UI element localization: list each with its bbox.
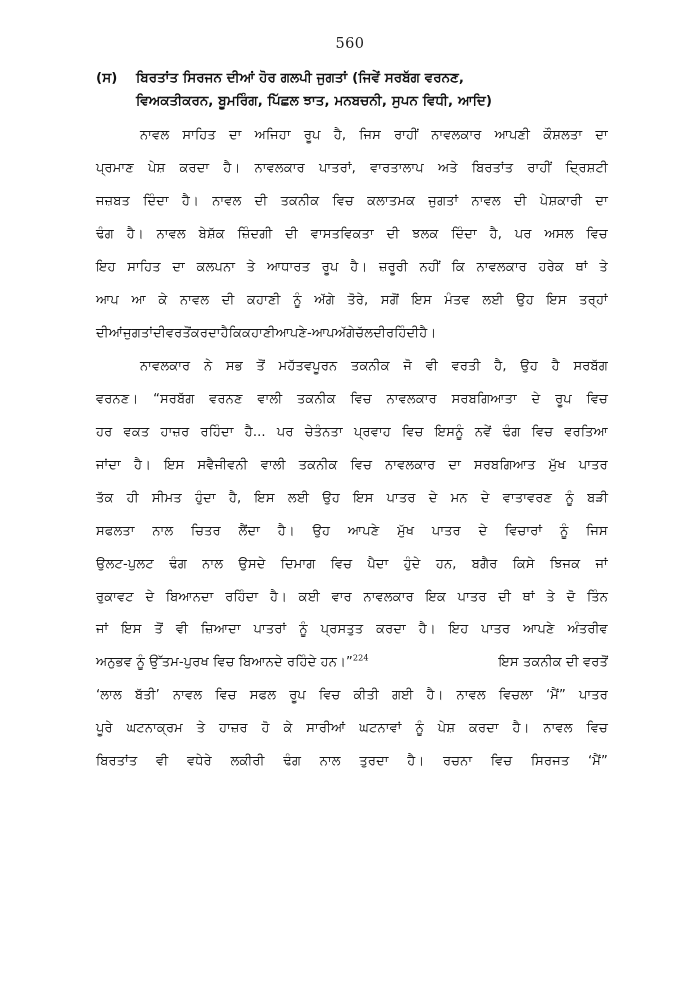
word: ਵਰਨਣ <box>209 391 243 407</box>
word: ਹੈ, <box>494 358 507 374</box>
text-line <box>96 186 608 219</box>
word: ਇਸਨੂੰ <box>434 424 464 440</box>
word: ਉਹ <box>312 523 331 539</box>
word: ਹੈ <box>551 358 560 374</box>
word: ਕਰਦਾ <box>468 721 499 737</box>
word: ਨਾਵਲਕਾਰ <box>385 457 436 473</box>
word: ‘ਲਾਲ <box>96 688 122 704</box>
word: ਤੇ <box>546 589 555 605</box>
word: ਵਿਚ <box>332 193 354 209</box>
text-line <box>96 680 608 713</box>
word: ਜਾਂ <box>96 622 109 638</box>
word: ਪਾਤਰ <box>578 688 608 704</box>
word: ਵਿਚ <box>330 556 353 572</box>
word: ਤਿੰਨ <box>587 589 608 605</box>
word: ਇਸ <box>411 292 432 308</box>
word: ਲਈ <box>287 490 310 506</box>
word: ਨਾਵਲ <box>212 193 242 209</box>
word: ਰਾਹੀਂ <box>527 160 552 176</box>
word: ਝਲਕ <box>412 226 439 242</box>
word: ਵਾਰਤਾਲਾਪ <box>370 160 424 176</box>
word: ਦਿੰਦਾ <box>451 226 477 242</box>
word: ਜਾਂਦਾ <box>96 457 121 473</box>
word: ਹੈ, <box>333 127 347 143</box>
word: ਦਾ <box>172 259 185 275</box>
word: ਚਿਤਰ <box>191 523 221 539</box>
word: ਪਾਤਰਾਂ <box>253 622 287 638</box>
text-line <box>96 318 608 351</box>
word: ਰੂਪ <box>289 688 306 704</box>
word: ਸਗੋਂ <box>380 292 399 308</box>
word: ਦਾ <box>448 457 461 473</box>
word: ਰਚਨਾ <box>443 754 473 770</box>
body-paragraphs <box>96 120 608 780</box>
word: ਵੀ <box>425 358 438 374</box>
word: ਦੇ <box>145 589 155 605</box>
word: ਦੀ <box>153 325 166 341</box>
word: ਪੈਦਾ <box>367 556 389 572</box>
word: ਉਲਟ-ਪੁਲਟ <box>96 556 154 572</box>
word: ਹੈ। <box>181 193 199 209</box>
word: ਅੱਗੇ <box>314 292 335 308</box>
word: ਬਗੈਰ <box>471 556 498 572</box>
word: ਦਿੰਦਾ <box>143 193 169 209</box>
word: ਵਰਨਣ। <box>96 391 139 407</box>
word: ਝਿਜਕ <box>550 556 581 572</box>
word: ਨੂੰ <box>559 523 569 539</box>
word: ਨੇ <box>203 358 213 374</box>
word: ਲਈ <box>482 292 504 308</box>
word: ਜਿਸ <box>586 523 608 539</box>
word: ਇਸ <box>164 457 185 473</box>
word: ਜ਼ਿੰਦਗੀ <box>237 226 273 242</box>
word: ਨਾਵਲ <box>179 292 210 308</box>
word: ਦੇ <box>428 490 438 506</box>
word: ਨੂੰ <box>293 292 302 308</box>
word: ਇਕ <box>425 589 446 605</box>
word: ਥਾਂ <box>522 589 535 605</box>
word: ਰਹਿੰਦਾ <box>225 589 259 605</box>
word: ਇਸ <box>254 490 275 506</box>
word: ਬਿਰਤਾਂਤ <box>471 160 514 176</box>
word: ਲਕੀਰੀ <box>230 754 265 770</box>
word: ਕੇ <box>283 721 293 737</box>
word: ਤਕਨੀਕ <box>280 193 320 209</box>
word: ਕਹਾਣੀ <box>242 325 276 341</box>
word: ਹੈ। <box>512 721 530 737</box>
word: ਆਪਣੇ <box>523 622 555 638</box>
word: ਹਾਜ਼ਰ <box>218 721 248 737</box>
word: ਆਪਣੇ <box>347 523 380 539</box>
word: ਸਰਬੱਗ <box>573 358 608 374</box>
word: ਬੱਤੀ’ <box>134 688 160 704</box>
word: ਵਿਚ <box>531 424 554 440</box>
word: ਹੈ। <box>277 523 295 539</box>
text-line <box>96 219 608 252</box>
word: ਅੰਤਰੀਵ <box>567 622 608 638</box>
word: ਦੀ <box>386 226 400 242</box>
word: ‘ਮੈਂ” <box>587 754 608 770</box>
footnote-marker[interactable]: 224 <box>352 653 369 664</box>
word: ਹੈ। <box>418 622 436 638</box>
word: ਤੱਕ <box>96 490 114 506</box>
word: ਕਿ <box>228 325 243 341</box>
word: ਕਲਾਤਮਕ <box>367 193 416 209</box>
word: ਵੀ <box>156 754 169 770</box>
word: ਤੇ <box>599 259 608 275</box>
text-line <box>96 153 608 186</box>
text-line <box>96 549 608 582</box>
word: ਕੇ <box>158 292 168 308</box>
word: ਹੈ। <box>407 754 425 770</box>
word: ਕਰਦਾ <box>376 622 406 638</box>
text-line <box>96 746 608 779</box>
word: ਨਾਲ <box>152 523 174 539</box>
word: ਕਲਪਨਾ <box>196 259 236 275</box>
word: ਪੇਸ਼ <box>437 721 456 737</box>
section-heading-text <box>136 68 608 114</box>
word: ਵਧੇਰੇ <box>186 754 212 770</box>
word: ਦੇ <box>531 391 541 407</box>
word: ਕਈ <box>298 589 320 605</box>
word: ਹੈ, <box>489 226 503 242</box>
word: ਨੂੰ <box>565 490 574 506</box>
word: ਦੀ <box>514 193 527 209</box>
word: ਵਿਚ <box>586 391 608 407</box>
word: ਹੈ। <box>419 325 437 341</box>
word: ਰੁਕਾਵਟ <box>96 589 134 605</box>
word: ਜਾਂ <box>595 556 608 572</box>
word: ਪੂਰੇ <box>96 721 113 737</box>
word: ਪ੍ਰਵਾਹ <box>353 424 391 440</box>
word: ਤਰ੍ਹਾਂ <box>579 292 608 308</box>
word: ਸਭ <box>225 358 243 374</box>
word: ਅਜਿਹਾ <box>254 127 291 143</box>
word: ਢੰਗ <box>502 424 521 440</box>
word: ਉਹ <box>516 292 534 308</box>
text-line <box>96 483 608 516</box>
word: ਪਾਤਰ <box>481 622 511 638</box>
word: ਜ਼ਰੂਰੀ <box>378 259 408 275</box>
word: ਪਾਤਰ <box>386 490 416 506</box>
word: ਵਾਲੀ <box>257 391 283 407</box>
word: ਲੈਂਦਾ <box>238 523 261 539</box>
word: ਇਹ <box>96 259 116 275</box>
word: ਬੇਸ਼ੱਕ <box>198 226 225 242</box>
word: ਦਾ <box>595 127 608 143</box>
word: ਸਿਰਜਤ <box>530 754 570 770</box>
word: ਤੋਂ <box>256 358 265 374</box>
word: ਥਾਂ <box>575 259 588 275</box>
word: ਵਿਚ <box>490 754 513 770</box>
text-line <box>96 614 608 647</box>
word: ਵੀ <box>175 622 189 638</box>
word: ਕਰਦਾ <box>190 325 221 341</box>
page-number: 560 <box>335 36 365 52</box>
word: ਹੈ। <box>350 259 368 275</box>
word: ਦੀ <box>254 193 268 209</box>
word: ਹੈ। <box>126 226 144 242</box>
paragraph <box>96 120 608 351</box>
word: ਆਧਾਰਤ <box>266 259 311 275</box>
word: ਹੈ। <box>426 688 444 704</box>
word: ਵਕਤ <box>123 424 150 440</box>
word: ਹਾਜ਼ਰ <box>160 424 190 440</box>
word: ਨਾਵਲ <box>140 127 170 143</box>
word: ਹੁੰਦਾ <box>195 490 216 506</box>
word: ਦੇ <box>478 523 488 539</box>
word: ਵਿਚ <box>350 457 373 473</box>
word: ਤੋਂ <box>154 622 163 638</box>
word: ਪਰ <box>514 226 532 242</box>
word: ਦੀ <box>285 226 298 242</box>
word: ਹਰ <box>96 424 113 440</box>
text-line <box>96 647 608 680</box>
text-line <box>96 450 608 483</box>
word: ਚੇਤੰਨਤਾ <box>304 424 343 440</box>
word: ਵਰਤੀ <box>451 358 481 374</box>
word: ਪ੍ਰਮਾਣ <box>96 160 134 176</box>
word: ਅਸਲ <box>544 226 574 242</box>
section-heading-line: ਬਿਰਤਾਂਤ ਸਿਰਜਨ ਦੀਆਂ ਹੋਰ ਗਲਪੀ ਜੁਗਤਾਂ (ਜਿਵੇਂ ਸਰਬੱਗ ਵਰਨਣ, <box>136 71 465 86</box>
word: ਸੀਮਤ <box>151 490 182 506</box>
word: ਵਾਰ <box>331 589 352 605</box>
word: ਵਿਚ <box>586 226 608 242</box>
text-line <box>96 713 608 746</box>
word: ਨਾਵਲ <box>471 193 501 209</box>
section-heading-line: ਵਿਅਕਤੀਕਰਨ, ਬੂਮਰਿੰਗ, ਪਿੱਛਲ ਝਾਤ, ਮਨਬਚਨੀ, ਸੁਪਨ ਵਿਧੀ, ਆਦਿ) <box>136 93 493 109</box>
word: ਰੂਪ <box>303 127 321 143</box>
word: ਪਰ <box>276 424 294 440</box>
word: ਸਰਬਗਿਆਤਾ <box>451 391 517 407</box>
word: ਪਾਤਰ <box>457 589 487 605</box>
word: ਪੇਸ਼ਕਾਰੀ <box>539 193 583 209</box>
page-content <box>96 68 608 779</box>
word: ਕਿ <box>451 259 465 275</box>
word: ਨਵੇਂ <box>474 424 492 440</box>
word: ਬੜੀ <box>587 490 608 506</box>
word: ਦਿਮਾਗ <box>280 556 316 572</box>
word: ਨਾਵਲ <box>543 721 573 737</box>
word: ਤਕਨੀਕ <box>350 358 390 374</box>
word: ਇਸ <box>353 490 374 506</box>
word: ਨਾਵਲ <box>156 226 186 242</box>
word: ਚੱਲਦੀ <box>355 325 386 341</box>
word: ਜ਼ਿਆਦਾ <box>200 622 241 638</box>
word: ਬਿਰਤਾਂਤ <box>96 754 138 770</box>
word: ਮਨ <box>450 490 468 506</box>
word: ਵਾਲੀ <box>260 457 286 473</box>
word: ਕਹਾਣੀ <box>247 292 281 308</box>
word: ਵਰਤੋਂ <box>165 325 191 341</box>
word: ਮੁੱਖ <box>397 523 415 539</box>
word: ਤੁਰਦਾ <box>359 754 389 770</box>
word: ਆਪਣੇ-ਆਪ <box>275 325 335 341</box>
word: ਉਸਦੇ <box>238 556 266 572</box>
footnote-line-text-before: ਅਨੁਭਵ ਨੂੰ ਉੱਤਮ-ਪੁਰਖ ਵਿਚ ਬਿਆਨਦੇ ਰਹਿੰਦੇ ਹਨ।”$^{224}$ <box>96 653 369 671</box>
word: ਰੂਪ <box>555 391 572 407</box>
word: ਉਹ <box>322 490 340 506</box>
word: ਤਕਨੀਕ <box>296 391 336 407</box>
word: ਨਾਵਲਕਾਰ <box>431 127 482 143</box>
word: ਹੈ, <box>228 490 242 506</box>
word: ਢੰਗ <box>169 556 187 572</box>
word: ਹੁੰਦੇ <box>403 556 421 572</box>
word: ਜਜ਼ਬਤ <box>96 193 131 209</box>
word: ਨਾਲ <box>202 556 224 572</box>
word: ਪਾਤਰ <box>431 523 461 539</box>
word: ਘਟਨਾਕ੍ਰਮ <box>126 721 183 737</box>
word: ਤਕਨੀਕ <box>298 457 338 473</box>
word: ਸਫਲਤਾ <box>96 523 135 539</box>
word: ਜੁਗਤਾਂ <box>428 193 459 209</box>
word: ਸਾਹਿਤ <box>182 127 216 143</box>
word: ਨਾਵਲ <box>456 688 486 704</box>
word: ਪਾਤਰ <box>578 457 608 473</box>
word: “ਸਰਬੱਗ <box>153 391 195 407</box>
word: ਇਹ <box>448 622 469 638</box>
word: ਨਾਲ <box>319 754 341 770</box>
text-line <box>96 285 608 318</box>
paragraph-footnote-line <box>96 647 608 779</box>
word: ਦਾ <box>228 127 242 143</box>
word: ਰਾਹੀਂ <box>394 127 419 143</box>
word: ਵਾਤਾਵਰਣ <box>502 490 553 506</box>
text-line <box>96 384 608 417</box>
word: ਹੈ। <box>269 589 288 605</box>
word: ਰੂਪ <box>321 259 339 275</box>
footnote-line-text-after: ਇਸ ਤਕਨੀਕ ਦੀ ਵਰਤੋਂ <box>498 655 608 671</box>
word: ਨੂੰ <box>415 721 424 737</box>
word: ਹੋ <box>261 721 270 737</box>
word: ਨਾਵਲਕਾਰ <box>363 589 414 605</box>
word: ਹੈ <box>220 325 229 341</box>
word: ਦੇ <box>480 490 490 506</box>
word: ਅੱਗੇ <box>334 325 356 341</box>
word: ਵਿਚ <box>402 424 424 440</box>
word: ਨਾਵਲਕਾਰ <box>476 259 527 275</box>
word: ਦੀ <box>221 292 235 308</box>
word: ਮੁੱਖ <box>548 457 566 473</box>
word: ਹੀ <box>126 490 139 506</box>
section-heading-marker: (ਸ) <box>96 71 118 86</box>
word: ਵਰਤਿਆ <box>564 424 608 440</box>
word: ਦੀਆਂ <box>96 325 124 341</box>
word: ਸਾਹਿਤ <box>127 259 161 275</box>
word: ਕੌਸ਼ਲਤਾ <box>543 127 583 143</box>
word: ਵਿਚ <box>319 688 341 704</box>
text-line <box>96 582 608 615</box>
word: ਨਾਵਲਕਾਰ <box>140 358 191 374</box>
word: ਰਹਿੰਦੀ <box>385 325 420 341</box>
word: ਕਰਦਾ <box>179 160 210 176</box>
paragraph <box>96 351 608 648</box>
word: ਹਰੇਕ <box>538 259 564 275</box>
text-line <box>96 351 608 384</box>
word: ਜੁਗਤਾਂ <box>123 325 154 341</box>
word: ਵਿਚਲਾ <box>498 688 533 704</box>
text-line <box>96 417 608 450</box>
word: ਤੇ <box>196 721 206 737</box>
word: ਕੀਤੀ <box>353 688 379 704</box>
word: ਅਤੇ <box>437 160 458 176</box>
word: ਜਿਸ <box>359 127 381 143</box>
word: ਸਾਰੀਆਂ <box>306 721 346 737</box>
word: ਪ੍ਰਸਤੁਤ <box>320 622 364 638</box>
word: ਸਫਲ <box>249 688 277 704</box>
word: ਦੀ <box>498 589 512 605</box>
word: ਢੰਗ <box>96 226 114 242</box>
word: ਪੇਸ਼ <box>147 160 166 176</box>
word: ਸਵੈਜੀਵਨੀ <box>197 457 248 473</box>
word: ਜੋ <box>403 358 413 374</box>
text-line <box>96 120 608 153</box>
word: ਮਹੱਤਵਪੂਰਨ <box>278 358 338 374</box>
word: ਦੋ <box>566 589 576 605</box>
word: ਆਪਣੀ <box>494 127 531 143</box>
word: ਸਰਬਗਿਆਤ <box>474 457 536 473</box>
word: ਹੈ। <box>223 160 241 176</box>
word: ਇਸ <box>546 292 567 308</box>
word: ਹੈ... <box>244 424 266 440</box>
word: ਨਾਵਲਕਾਰ <box>386 391 437 407</box>
word: ਵਿਚ <box>350 391 372 407</box>
word: ਨਹੀਂ <box>419 259 441 275</box>
word: ਆਪ <box>96 292 119 308</box>
word: ਦ੍ਰਿਸ਼ਟੀ <box>565 160 608 176</box>
word: ਨਾਵਲਕਾਰ <box>254 160 305 176</box>
word: ਵਾਸਤਵਿਕਤਾ <box>310 226 374 242</box>
word: ਮੰਤਵ <box>444 292 470 308</box>
word: ‘ਮੈਂ” <box>546 688 566 704</box>
section-heading <box>96 68 608 114</box>
word: ਬਿਆਨਦਾ <box>165 589 214 605</box>
word: ਇਸ <box>121 622 142 638</box>
text-line <box>96 252 608 285</box>
word: ਗਈ <box>391 688 414 704</box>
word: ਤੋਰੇ, <box>347 292 369 308</box>
word: ਹੈ। <box>133 457 152 473</box>
word: ਆ <box>131 292 146 308</box>
word: ਦਾ <box>595 193 608 209</box>
text-line <box>96 516 608 549</box>
word: ਤੇ <box>246 259 256 275</box>
word: ਵਿਚ <box>215 688 237 704</box>
word: ਨਾਵਲ <box>172 688 203 704</box>
word: ਢੰਗ <box>283 754 302 770</box>
word: ਨੂੰ <box>299 622 308 638</box>
word: ਵਿਚਾਰਾਂ <box>505 523 543 539</box>
word: ਕਿਸੇ <box>512 556 535 572</box>
word: ਰਹਿੰਦਾ <box>200 424 234 440</box>
word: ਪਾਤਰਾਂ, <box>318 160 356 176</box>
word: ਹਨ, <box>435 556 457 572</box>
word: ਘਟਨਾਵਾਂ <box>359 721 402 737</box>
word: ਵਿਚ <box>586 721 608 737</box>
word: ਉਹ <box>520 358 538 374</box>
